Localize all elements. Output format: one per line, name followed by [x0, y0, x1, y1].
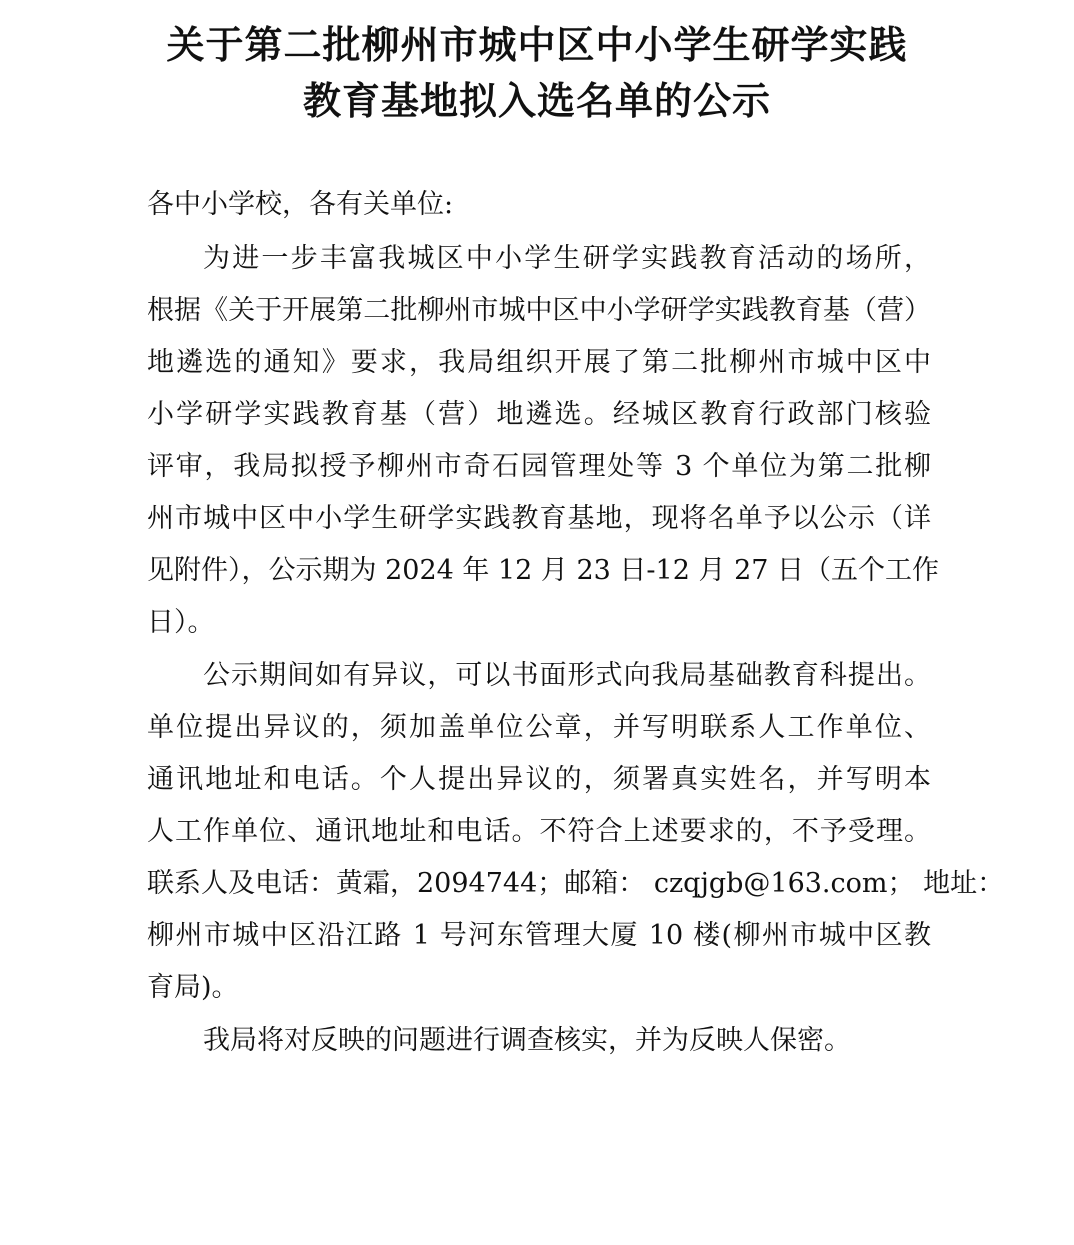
paragraph-1-line: 地遴选的通知》要求，我局组织开展了第二批柳州市城中区中 [147, 347, 931, 378]
paragraph-3-line: 我局将对反映的问题进行调查核实，并为反映人保密。 [203, 1025, 851, 1056]
document-title-line-2: 教育基地拟入选名单的公示 [302, 79, 771, 123]
paragraph-1-line: 评审，我局拟授予柳州市奇石园管理处等 3 个单位为第二批柳 [147, 451, 931, 482]
paragraph-2-line: 人工作单位、通讯地址和电话。不符合上述要求的，不予受理。 [147, 816, 931, 847]
paragraph-1-line: 为进一步丰富我城区中小学生研学实践教育活动的场所， [203, 243, 931, 274]
paragraph-2-line: 单位提出异议的，须加盖单位公章，并写明联系人工作单位、 [147, 712, 931, 743]
paragraph-2-line: 育局)。 [147, 972, 239, 1003]
document-title-line-1: 关于第二批柳州市城中区中小学生研学实践 [166, 23, 908, 67]
paragraph-2-line: 通讯地址和电话。个人提出异议的，须署真实姓名，并写明本 [147, 764, 931, 795]
paragraph-1-line: 日）。 [147, 607, 215, 638]
paragraph-1-line: 州市城中区中小学生研学实践教育基地，现将名单予以公示（详 [147, 503, 931, 534]
paragraph-1-line: 见附件），公示期为 2024 年 12 月 23 日-12 月 27 日（五个工作 [147, 555, 940, 586]
paragraph-2-line: 联系人及电话：黄霜，2094744；邮箱： czqjgb@163.com； 地址： [147, 868, 1005, 899]
paragraph-1-line: 小学研学实践教育基（营）地遴选。经城区教育行政部门核验 [147, 399, 931, 430]
salutation: 各中小学校，各有关单位: [147, 189, 454, 220]
paragraph-2-line: 柳州市城中区沿江路 1 号河东管理大厦 10 楼(柳州市城中区教 [147, 920, 931, 951]
paragraph-1-line: 根据《关于开展第二批柳州市城中区中小学研学实践教育基（营） [147, 295, 931, 326]
paragraph-2-line: 公示期间如有异议，可以书面形式向我局基础教育科提出。 [203, 660, 931, 691]
